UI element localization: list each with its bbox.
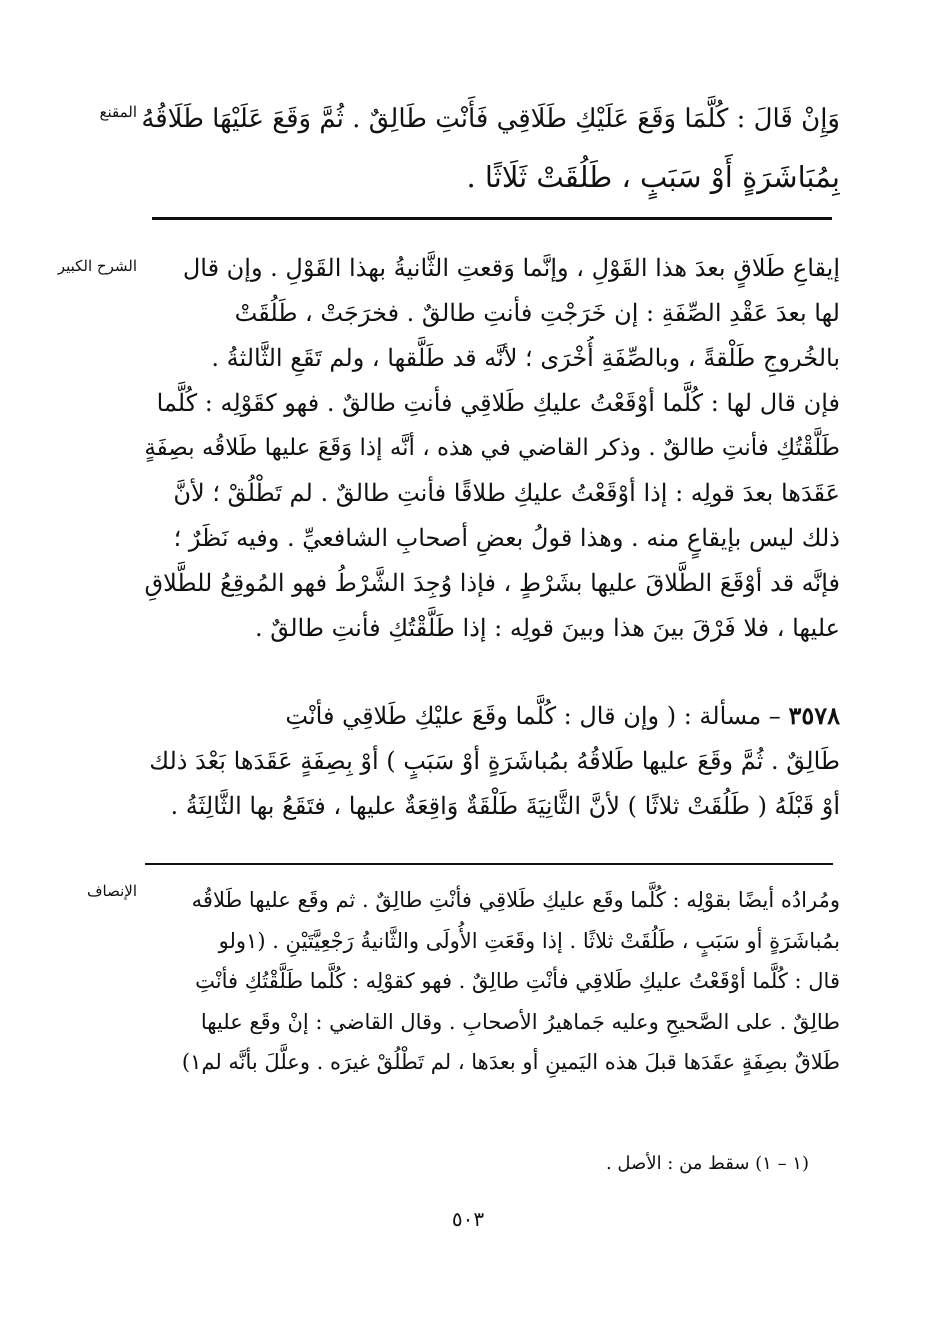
insaf-line: طَلاقٌ بصِفَةٍ عقَدَها قبلَ هذه اليَمينِ أو بعدَها ، لم تَطْلُقْ غيرَه . وعلَّلَ بأنَّه لم١)	[181, 1050, 840, 1074]
sharh-line: طَلَّقْتُكِ فأنتِ طالقٌ . وذكر القاضي في هذه ، أنَّه إذا وَقَعَ عليها طَلاقُه بصِفَةٍ	[144, 435, 840, 461]
sharh-line: ذلك ليس بإيقاعٍ منه . وهذا قولُ بعضِ أصحابِ الشافعيِّ . وفيه نَظَرٌ ؛	[173, 524, 840, 552]
masala-line: أوْ قَبْلَهُ ( طَلُقَتْ ثلاثًا ) لأنَّ الثَّانِيَةَ طَلْقَةٌ وَاقِعَةٌ عليها ، فتَقَعُ بها الثَّالِثَةُ .	[170, 792, 840, 820]
masala-line	[140, 693, 840, 739]
muqni-text	[140, 90, 840, 206]
page-number: ٥٠٣	[451, 1207, 485, 1231]
masala-number: ٣٥٧٨	[788, 701, 840, 730]
sharh-text	[140, 246, 840, 651]
footnote: (١ – ١) سقط من : الأصل .	[605, 1153, 809, 1174]
sharh-line: لها بعدَ عَقْدِ الصِّفَةِ : إن خَرَجْتِ فأنتِ طالقٌ . فخرَجَتْ ، طَلُقَتْ	[234, 299, 840, 327]
section-divider	[152, 217, 832, 220]
muqni-line: وَإِنْ قَالَ : كُلَّمَا وَقَعَ عَلَيْكِ طَلَاقِي فَأَنْتِ طَالِقٌ . ثُمَّ وَقَعَ عَلَيْهَا طَلَاقُهُ	[141, 104, 840, 134]
muqni-line: بِمُبَاشَرَةٍ أَوْ سَبَبٍ ، طَلُقَتْ ثَلَاثًا .	[466, 160, 840, 194]
insaf-line: قال : كُلَّما أوْقَعْتُ عليكِ طَلاقِي فأنْتِ طالِقٌ . فهو كقوْلِه : كُلَّما طَلَّقْتُكِ فأنْتِ	[195, 969, 840, 993]
insaf-text	[140, 880, 840, 1083]
sharh-line: فإن قال لها : كُلَّما أوْقَعْتُ عليكِ طَلاقِي فأنتِ طالقٌ . فهو كقَوْلِه : كُلَّما	[156, 389, 840, 417]
section-label-insaf: الإنصاف	[86, 882, 137, 900]
masala-text	[140, 693, 840, 829]
insaf-line: ومُرادُه أيضًا بقوْلِه : كُلَّما وقَع عليكِ طَلاقِي فأنْتِ طالِقٌ . ثم وقَع عليها طَلاقُه	[191, 888, 840, 912]
sharh-line: عليها ، فلا فَرْقَ بينَ هذا وبينَ قولِه : إذا طَلَّقْتُكِ فأنتِ طالقٌ .	[254, 614, 840, 642]
sharh-line: إيقاعِ طَلاقٍ بعدَ هذا القَوْلِ ، وإنَّما وَقعتِ الثَّانيةُ بهذا القَوْلِ . وإن قال	[182, 254, 840, 282]
section-divider	[145, 863, 833, 865]
sharh-line: فإنَّه قد أوْقَعَ الطَّلاقَ عليها بشَرْطٍ ، فإذا وُجِدَ الشَّرْطُ فهو المُوقِعُ للطَّلاقِ	[144, 569, 840, 597]
masala-line-text: – مسألة : ( وإن قال : كُلَّما وقَعَ عليْكِ طَلاقِي فأنْتِ	[285, 702, 781, 730]
insaf-line: طالِقٌ . على الصَّحيحِ وعليه جَماهيرُ الأصحابِ . وقال القاضي : إنْ وقَع عليها	[200, 1009, 840, 1034]
section-label-muqni: المقنع	[99, 103, 137, 121]
insaf-line: بمُباشَرَةٍ أو سَبَبٍ ، طَلُقَتْ ثلاثًا . إذا وقَعَتِ الأُولَى والثَّانيةُ رَجْعِيَّتَيْنِ . (١ولو	[218, 928, 840, 953]
masala-line: طَالِقٌ . ثُمَّ وقَعَ عليها طَلاقُهُ بمُباشَرَةٍ أوْ سَبَبٍ ) أوْ بِصِفَةٍ عَقَدَها بَعْدَ ذلك	[149, 747, 840, 775]
sharh-line: عَقَدَها بعدَ قولِه : إذا أوْقَعْتُ عليكِ طلاقًا فأنتِ طالقٌ . لم تَطْلُقْ ؛ لأنَّ	[173, 479, 840, 507]
sharh-line: بالخُروجِ طَلْقةً ، وبالصِّفَةِ أُخْرَى ؛ لأنَّه قد طَلَّقها ، ولم تَقَعِ الثَّالثةُ .	[211, 344, 840, 372]
section-label-sharh: الشرح الكبير	[57, 257, 137, 275]
